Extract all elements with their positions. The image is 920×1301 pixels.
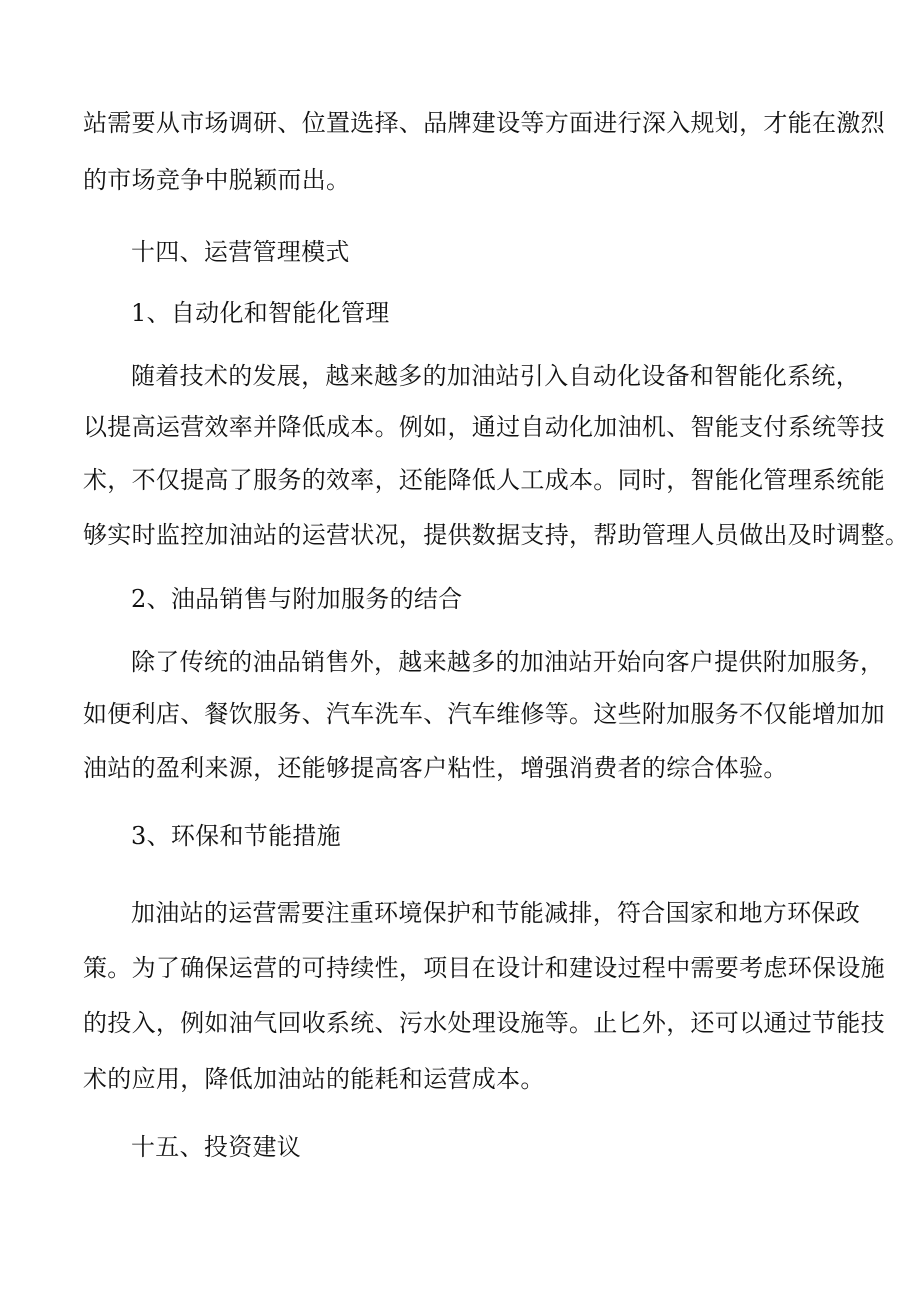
section-heading-15: 十五、投资建议 — [131, 1133, 302, 1161]
subheading-1: 1、自动化和智能化管理 — [131, 299, 390, 327]
section-heading-14: 十四、运营管理模式 — [131, 238, 350, 266]
subheading-3: 3、环保和节能措施 — [131, 822, 341, 850]
paragraph-2-line-3: 油站的盈利来源，还能够提高客户粘性，增强消费者的综合体验。 — [83, 754, 788, 782]
paragraph-2-line-2: 如便利店、餐饮服务、汽车洗车、汽车维修等。这些附加服务不仅能增加加 — [83, 700, 885, 728]
paragraph-3-line-1: 加油站的运营需要注重环境保护和节能减排，符合国家和地方环保政 — [131, 899, 860, 927]
intro-paragraph-line-1: 站需要从市场调研、位置选择、品牌建设等方面进行深入规划，才能在激烈 — [83, 109, 885, 137]
paragraph-1-line-2: 以提高运营效率并降低成本。例如，通过自动化加油机、智能支付系统等技 — [83, 413, 885, 441]
subheading-2: 2、油品销售与附加服务的结合 — [131, 585, 463, 613]
paragraph-1-line-1: 随着技术的发展，越来越多的加油站引入自动化设备和智能化系统， — [131, 362, 860, 390]
paragraph-1-line-4: 够实时监控加油站的运营状况，提供数据支持，帮助管理人员做出及时调整。 — [83, 521, 910, 549]
intro-paragraph-line-2: 的市场竞争中脱颖而出。 — [83, 166, 351, 194]
paragraph-3-line-4: 术的应用，降低加油站的能耗和运营成本。 — [83, 1065, 545, 1093]
paragraph-2-line-1: 除了传统的油品销售外，越来越多的加油站开始向客户提供附加服务， — [131, 648, 885, 676]
paragraph-3-line-2: 策。为了确保运营的可持续性，项目在设计和建设过程中需要考虑环保设施 — [83, 954, 885, 982]
paragraph-3-line-3: 的投入，例如油气回收系统、污水处理设施等。止匕外，还可以通过节能技 — [83, 1009, 885, 1037]
paragraph-1-line-3: 术，不仅提高了服务的效率，还能降低人工成本。同时，智能化管理系统能 — [83, 466, 885, 494]
